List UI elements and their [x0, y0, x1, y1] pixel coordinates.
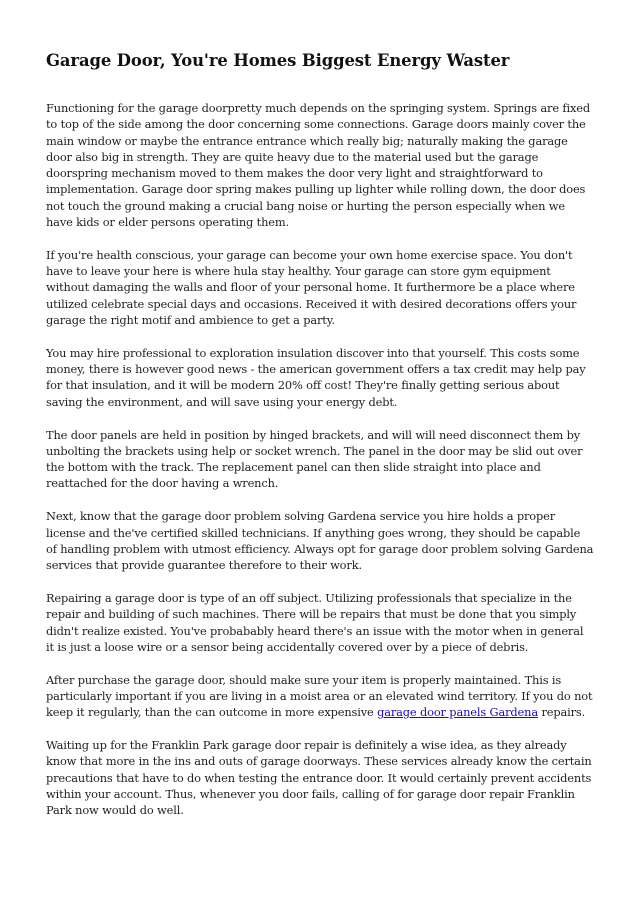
paragraph-maintenance — [46, 672, 594, 721]
paragraph-door-panels: The door panels are held in position by hinged brackets, and will will need disconnect them by unbolting the brackets using help or socket wrench. The panel in the door may be slid out over the bottom with the track. The replacement panel can then slide straight into place and reattached for the door having a wrench. — [46, 427, 583, 491]
paragraph-maintenance-before: After purchase the garage door, should make sure your item is properly maintained. This is particularly important if you are living in a moist area or an elevated wind territory. If you do not keep it regularly, than the can outcome in more expensive — [46, 672, 593, 720]
paragraph-license: Next, know that the garage door problem solving Gardena service you hire holds a proper license and the've certified skilled technicians. If anything goes wrong, they should be capable of handling problem with utmost efficiency. Always opt for garage door problem solving Gardena services that provide guarantee therefore to their work. — [46, 509, 594, 573]
paragraph-franklin-park: Waiting up for the Franklin Park garage door repair is definitely a wise idea, as they already know that more in the ins and outs of garage doorways. These services already know the certain precautions that have to do when testing the entrance door. It would certainly prevent accidents within your account. Thus, whenever you door fails, calling of for garage door repair Franklin Park now would do well. — [46, 738, 592, 818]
paragraph-maintenance-after: repairs. — [537, 705, 586, 720]
paragraph-repairing: Repairing a garage door is type of an off subject. Utilizing professionals that specialize in the repair and building of such machines. There will be repairs that must be done that you simply didn't realize existed. You've probabably heard there's an issue with the motor when in general it is just a loose wire or a sensor being accidentally covered over by a piece of debris. — [46, 590, 584, 654]
paragraph-exercise-space: If you're health conscious, your garage can become your own home exercise space. You don't have to leave your here is where hula stay healthy. Your garage can store gym equipment without damaging the walls and floor of your personal home. It furthermore be a place where utilized celebrate special days and occasions. Received it with desired decorations offers your garage the right motif and ambience to get a party. — [46, 247, 577, 328]
paragraph-springs: Functioning for the garage doorpretty much depends on the springing system. Springs are fixed to top of the side among the door concerning some connections. Garage doors mainly cover the main window or maybe the entrance entrance which really big; naturally making the garage door also big in strength. They are quite heavy due to the material used but the garage doorspring mechanism moved to them makes the door very light and straightforward to implementation. Garage door spring makes pulling up lighter while rolling down, the door does not touch the ground making a crucial bang noise or hurting the person especially when we have kids or elder persons operating them. — [46, 101, 590, 230]
document-page — [46, 50, 594, 835]
document-title: Garage Door, You're Homes Biggest Energy Waster — [46, 51, 510, 70]
garage-door-panels-link[interactable]: garage door panels Gardena — [377, 705, 538, 720]
paragraph-insulation: You may hire professional to exploration insulation discover into that yourself. This costs some money, there is however good news - the american government offers a tax credit may help pay for that insulation, and it will be modern 20% off cost! They're finally getting serious about saving the environment, and will save using your energy debt. — [46, 345, 586, 409]
